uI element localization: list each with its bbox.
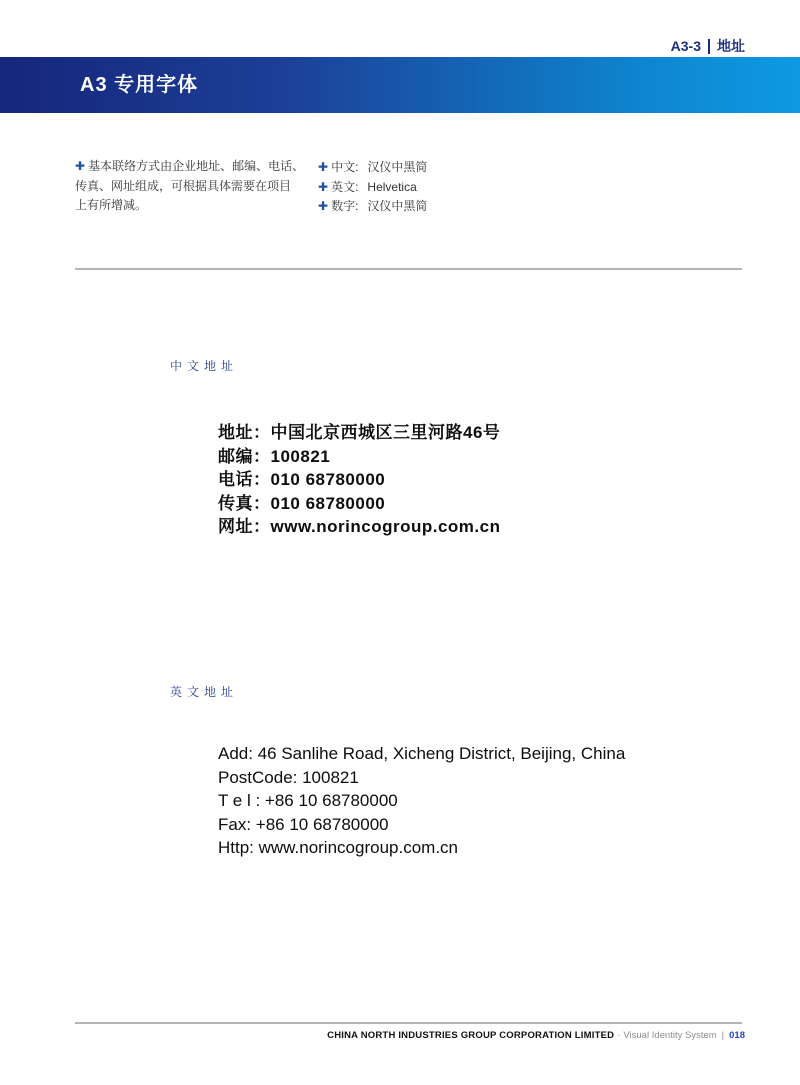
website-line-cn: 网址：www.norincogroup.com.cn — [218, 517, 501, 536]
english-address-block — [218, 742, 625, 860]
font-spec-chinese — [318, 158, 427, 178]
address-line-cn: 地址：中国北京西城区三里河路46号 — [218, 423, 501, 442]
page-title: A3 专用字体 — [80, 74, 199, 96]
cross-marker-icon: ✚ — [318, 179, 329, 194]
font-spec-numeric — [318, 197, 427, 217]
phone-line-en: T e l : +86 10 68780000 — [218, 791, 398, 810]
fax-line-en: Fax: +86 10 68780000 — [218, 814, 389, 834]
footer-separator: · — [617, 1030, 621, 1041]
intro-line: 传真、网址组成，可根据具体需要在项目 — [75, 178, 292, 193]
section-code: A3-3 — [670, 38, 701, 54]
postcode-line-cn: 邮编：100821 — [218, 446, 331, 466]
footer-system-name: Visual Identity System — [623, 1030, 717, 1041]
font-spec-english — [318, 178, 427, 198]
website-line-en: Http: www.norincogroup.com.cn — [218, 838, 458, 857]
font-spec-label: 数字: — [331, 199, 359, 213]
footer — [327, 1030, 745, 1041]
cross-marker-icon: ✚ — [318, 199, 329, 213]
intro-line: 上有所增减。 — [75, 198, 148, 212]
intro-line — [75, 157, 327, 177]
section-name: 地址 — [717, 38, 745, 54]
corner-separator — [708, 39, 710, 54]
intro-description — [75, 157, 327, 216]
section-divider — [75, 268, 742, 270]
intro-line-text: 基本联络方式由企业地址、邮编、电话、 — [88, 159, 305, 173]
phone-line-cn: 电话：010 68780000 — [218, 470, 386, 489]
header-bar — [0, 57, 800, 113]
chinese-address-block — [218, 421, 501, 539]
font-spec-label: 中文: — [331, 160, 359, 174]
fax-line-cn: 传真：010 68780000 — [218, 493, 386, 513]
font-spec-label: 英文: — [331, 179, 359, 194]
cross-marker-icon: ✚ — [75, 159, 86, 173]
footer-company-name: CHINA NORTH INDUSTRIES GROUP CORPORATION LIMITED — [327, 1030, 615, 1041]
font-spec-value: 汉仪中黑简 — [367, 199, 428, 213]
corner-section-code — [671, 36, 745, 56]
font-spec-list — [318, 158, 427, 217]
postcode-line-en: PostCode: 100821 — [218, 767, 359, 787]
footer-divider — [75, 1022, 742, 1024]
font-spec-value: Helvetica — [367, 179, 417, 194]
chinese-address-label: 中文地址 — [170, 359, 239, 373]
footer-page-number: 018 — [729, 1030, 745, 1041]
font-spec-value: 汉仪中黑简 — [367, 160, 428, 174]
address-line-en: Add: 46 Sanlihe Road, Xicheng District, Beijing, China — [218, 744, 626, 763]
english-address-label: 英文地址 — [170, 685, 239, 699]
footer-bar: | — [721, 1030, 725, 1041]
cross-marker-icon: ✚ — [318, 160, 329, 174]
